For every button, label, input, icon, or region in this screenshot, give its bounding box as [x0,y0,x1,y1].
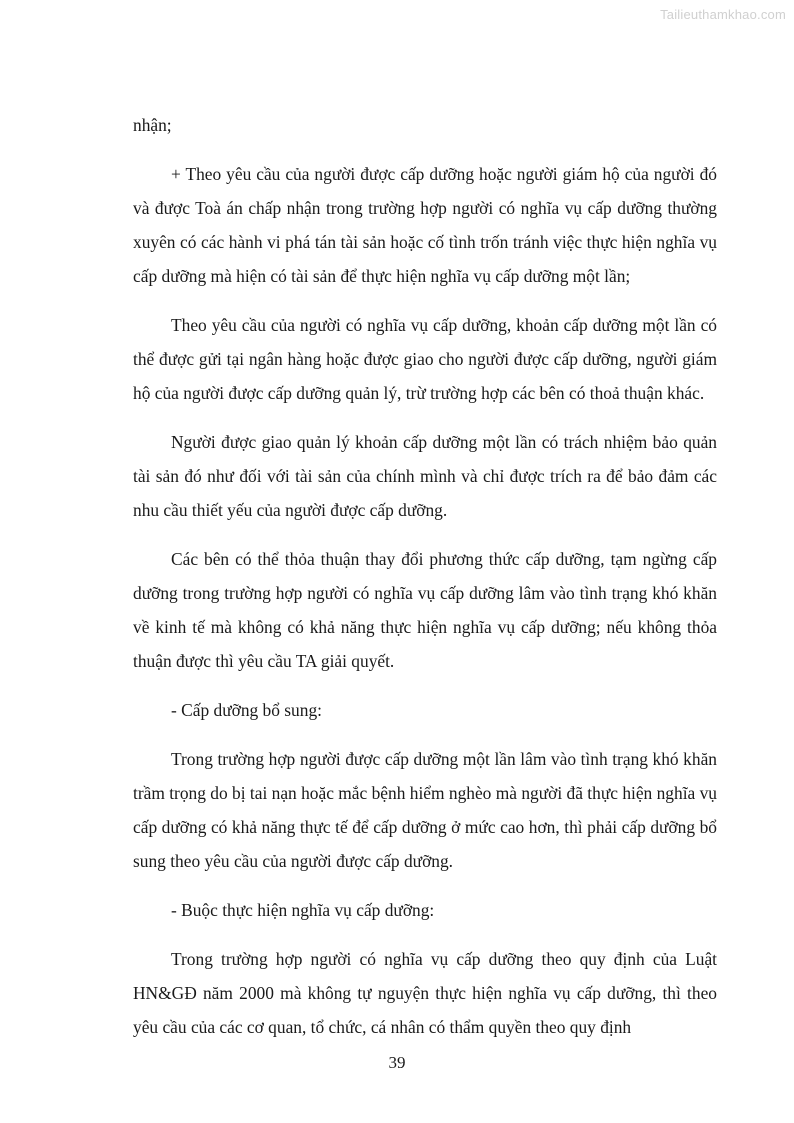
paragraph-change-method: Các bên có thể thỏa thuận thay đổi phương thức cấp dưỡng, tạm ngừng cấp dưỡng trong trường hợp người có nghĩa vụ cấp dưỡng lâm vào tình trạng khó khăn về kinh tế mà không có khả năng thực hiện nghĩa vụ cấp dưỡng; nếu không thỏa thuận được thì yêu cầu TA giải quyết. [133,549,717,671]
heading-supplementary-support: - Cấp dưỡng bổ sung: [171,700,322,720]
paragraph-enforcement: Trong trường hợp người có nghĩa vụ cấp dưỡng theo quy định của Luật HN&GĐ năm 2000 mà không tự nguyện thực hiện nghĩa vụ cấp dưỡng, thì theo yêu cầu của các cơ quan, tổ chức, cá nhân có thẩm quyền theo quy định [133,949,717,1037]
watermark-text: Tailieuthamkhao.com [660,7,786,22]
page-number: 39 [388,1053,406,1072]
paragraph-deposit: Theo yêu cầu của người có nghĩa vụ cấp dưỡng, khoản cấp dưỡng một lần có thể được gửi tại ngân hàng hoặc được giao cho người được cấp dưỡng, người giám hộ của người được cấp dưỡng quản lý, trừ trường hợp các bên có thoả thuận khác. [133,315,717,403]
paragraph-management: Người được giao quản lý khoản cấp dưỡng một lần có trách nhiệm bảo quản tài sản đó như đối với tài sản của chính mình và chỉ được trích ra để bảo đảm các nhu cầu thiết yếu của người được cấp dưỡng. [133,432,717,520]
paragraph-supplementary: Trong trường hợp người được cấp dưỡng một lần lâm vào tình trạng khó khăn trầm trọng do bị tai nạn hoặc mắc bệnh hiểm nghèo mà người đã thực hiện nghĩa vụ cấp dưỡng có khả năng thực tế để cấp dưỡng ở mức cao hơn, thì phải cấp dưỡng bổ sung theo yêu cầu của người được cấp dưỡng. [133,749,717,871]
heading-enforcement: - Buộc thực hiện nghĩa vụ cấp dưỡng: [171,900,435,920]
document-body [133,108,717,1059]
paragraph-continuation: nhận; [133,115,172,135]
paragraph-clause-request: + Theo yêu cầu của người được cấp dưỡng hoặc người giám hộ của người đó và được Toà án chấp nhận trong trường hợp người có nghĩa vụ cấp dưỡng thường xuyên có các hành vi phá tán tài sản hoặc cố tình trốn tránh việc thực hiện nghĩa vụ cấp dưỡng mà hiện có tài sản để thực hiện nghĩa vụ cấp dưỡng một lần; [133,164,717,286]
